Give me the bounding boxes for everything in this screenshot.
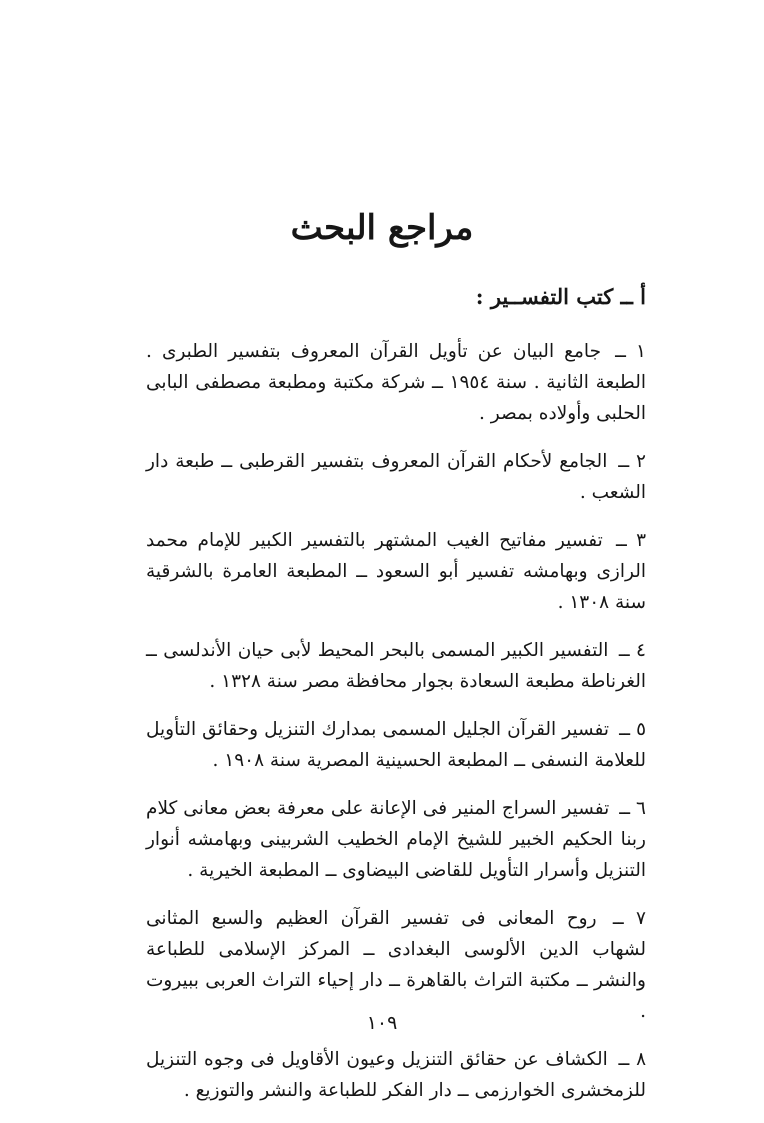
reference-text: الجامع لأحكام القرآن المعروف بتفسير القرطبى ــ طبعة دار الشعب . — [146, 451, 646, 503]
reference-text: روح المعانى فى تفسير القرآن العظيم والسبع المثانى لشهاب الدين الألوسى البغدادى ــ المركز الإسلامى للطباعة والنشر ــ مكتبة التراث بالقاهرة ــ دار إحياء التراث العربى ببيروت . — [146, 908, 646, 1022]
reference-number: ٨ ــ — [618, 1049, 646, 1070]
reference-text: تفسير مفاتيح الغيب المشتهر بالتفسير الكبير للإمام محمد الرازى وبهامشه تفسير أبو السعود ــ المطبعة العامرة بالشرقية سنة ١٣٠٨ . — [146, 530, 646, 613]
reference-number: ٤ ــ — [618, 640, 646, 661]
reference-text: تفسير السراج المنير فى الإعانة على معرفة بعض معانى كلام ربنا الحكيم الخبير للشيخ الإمام الخطيب الشربينى وبهامشه أنوار التنزيل وأسرار التأويل للقاضى البيضاوى ــ المطبعة الخيرية . — [146, 798, 646, 881]
reference-item — [146, 793, 646, 886]
reference-list — [146, 336, 646, 1123]
reference-number: ٣ ــ — [615, 530, 646, 551]
section-heading: أ ــ كتب التفســير : — [475, 284, 646, 309]
reference-number: ٦ ــ — [619, 798, 646, 819]
reference-number: ٥ ــ — [619, 719, 646, 740]
reference-number: ٢ ــ — [618, 451, 646, 472]
reference-text: التفسير الكبير المسمى بالبحر المحيط لأبى حيان الأندلسى ــ الغرناطة مطبعة السعادة بجوار محافظة مصر سنة ١٣٢٨ . — [146, 640, 646, 692]
page-title: مراجع البحث — [290, 208, 474, 248]
reference-number: ٧ ــ — [612, 908, 646, 929]
reference-text: الكشاف عن حقائق التنزيل وعيون الأقاويل فى وجوه التنزيل للزمخشرى الخوارزمى ــ دار الفكر للطباعة والنشر والتوزيع . — [146, 1049, 646, 1101]
reference-item — [146, 336, 646, 429]
page-number: ١٠٩ — [366, 1012, 398, 1034]
reference-item — [146, 446, 646, 508]
reference-text: جامع البيان عن تأويل القرآن المعروف بتفسير الطبرى . الطبعة الثانية . سنة ١٩٥٤ ــ شركة مكتبة ومطبعة مصطفى البابى الحلبى وأولاده بمصر . — [146, 341, 646, 424]
reference-item — [146, 903, 646, 1027]
reference-item — [146, 1044, 646, 1106]
reference-item — [146, 714, 646, 776]
reference-item — [146, 635, 646, 697]
reference-item — [146, 525, 646, 618]
reference-text: تفسير القرآن الجليل المسمى بمدارك التنزيل وحقائق التأويل للعلامة النسفى ــ المطبعة الحسينية المصرية سنة ١٩٠٨ . — [146, 719, 646, 771]
reference-number: ١ ــ — [615, 341, 646, 362]
